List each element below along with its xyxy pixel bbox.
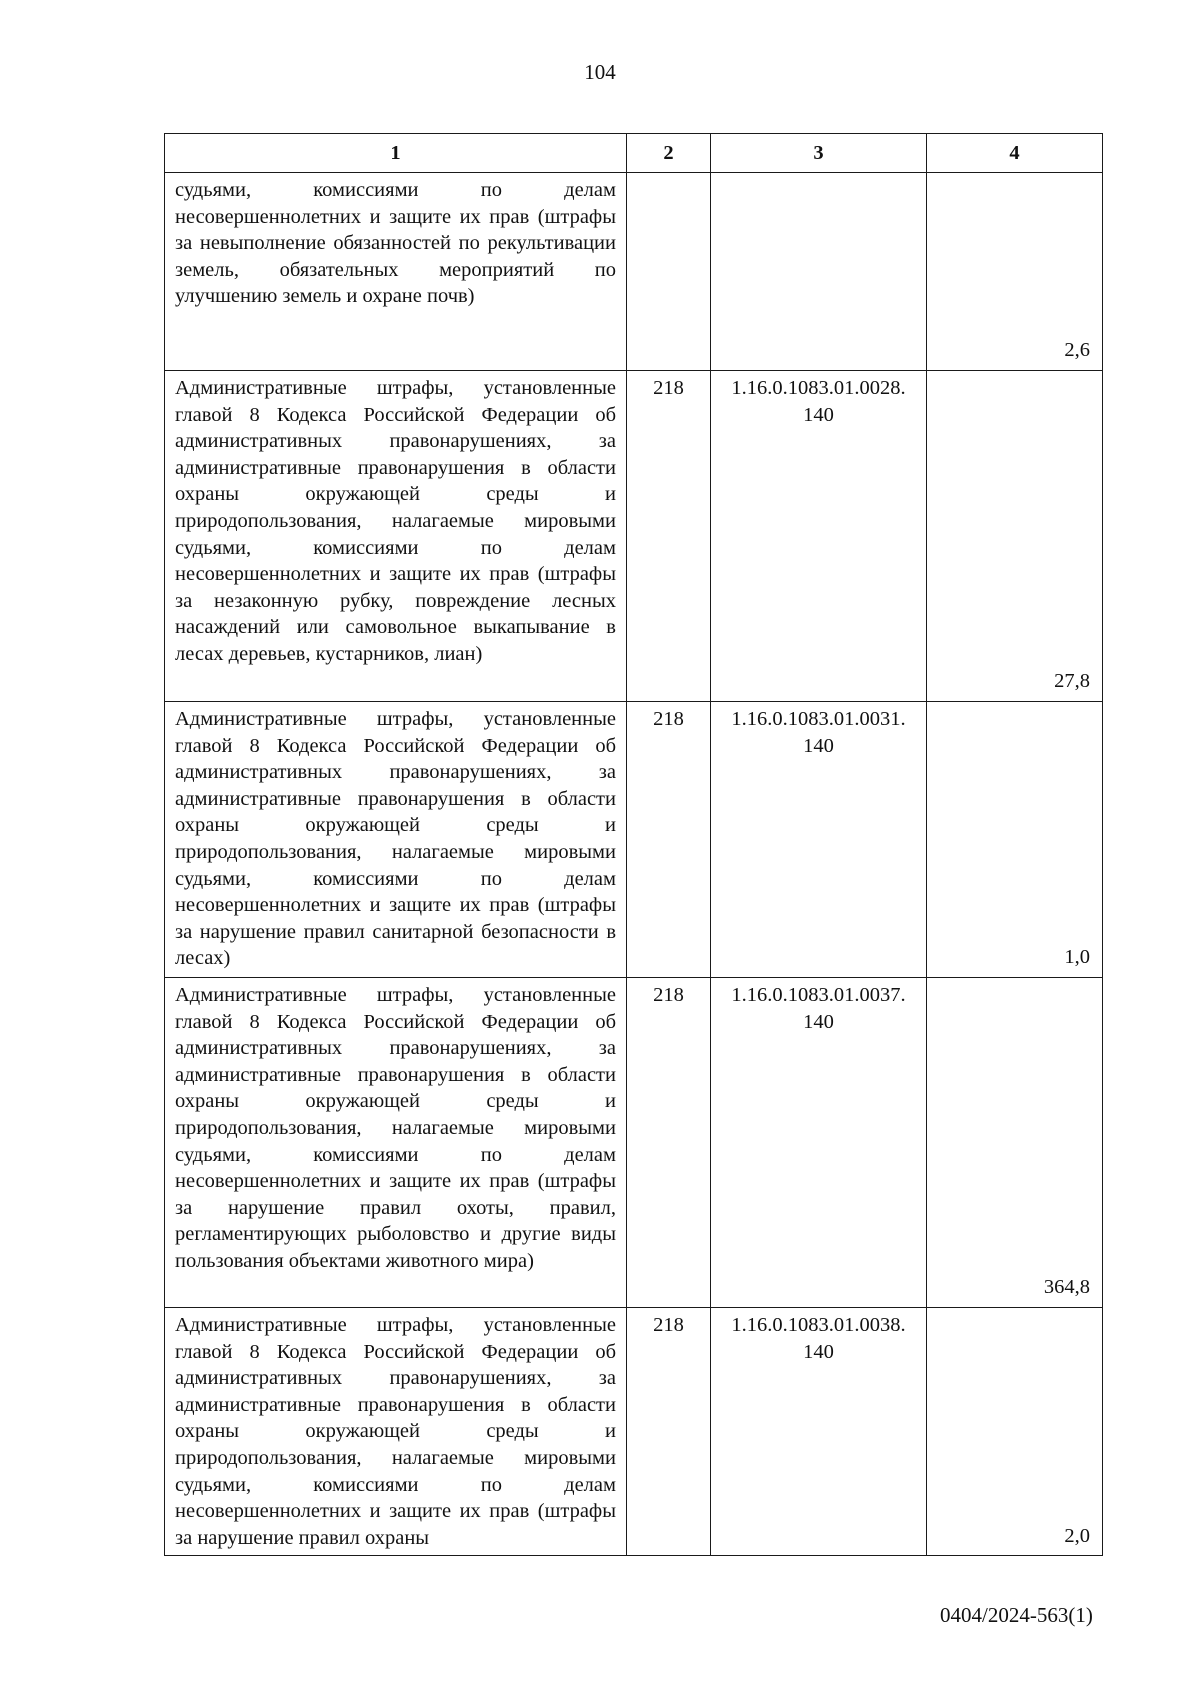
- header-col-4: 4: [927, 134, 1103, 173]
- row-budget-code: [711, 1308, 927, 1556]
- table-row: [165, 702, 1103, 978]
- table-row: [165, 371, 1103, 702]
- page-number: 104: [584, 60, 616, 84]
- row-amount: 27,8: [927, 371, 1103, 702]
- header-col-2: 2: [627, 134, 711, 173]
- row-admin-code: [627, 173, 711, 371]
- table-body: [165, 173, 1103, 1556]
- row-budget-code-suffix: 140: [803, 1340, 834, 1363]
- table-row: [165, 1308, 1103, 1556]
- row-budget-code: [711, 371, 927, 702]
- row-admin-code: 218: [627, 702, 711, 978]
- row-budget-code-main: 1.16.0.1083.01.0038.: [731, 1314, 906, 1336]
- row-amount: 364,8: [927, 978, 1103, 1308]
- header-col-1: 1: [165, 134, 627, 173]
- document-code: 0404/2024-563(1): [940, 1603, 1093, 1627]
- row-amount: 2,6: [927, 173, 1103, 371]
- row-budget-code: [711, 173, 927, 371]
- budget-table: [164, 133, 1103, 1556]
- row-description: судьями, комиссиями по делам несовершеннолетних и защите их прав (штрафы за невыполнение обязанностей по рекультивации земель, обязательных мероприятий по улучшению земель и охране почв): [165, 173, 627, 371]
- header-col-3: 3: [711, 134, 927, 173]
- table-header: [165, 134, 1103, 173]
- row-amount: 1,0: [927, 702, 1103, 978]
- row-description: Административные штрафы, установленные главой 8 Кодекса Российской Федерации об административных правонарушениях, за административные правонарушения в области охраны окружающей среды и природопользования, налагаемые мировыми судьями, комиссиями по делам несовершеннолетних и защите их прав (штрафы за нарушение правил санитарной безопасности в лесах): [165, 702, 627, 978]
- row-budget-code: [711, 702, 927, 978]
- row-admin-code: 218: [627, 371, 711, 702]
- row-description: Административные штрафы, установленные главой 8 Кодекса Российской Федерации об административных правонарушениях, за административные правонарушения в области охраны окружающей среды и природопользования, налагаемые мировыми судьями, комиссиями по делам несовершеннолетних и защите их прав (штрафы за нарушение правил охоты, правил, регламентирующих рыболовство и другие виды пользования объектами животного мира): [165, 978, 627, 1308]
- row-description: Административные штрафы, установленные главой 8 Кодекса Российской Федерации об административных правонарушениях, за административные правонарушения в области охраны окружающей среды и природопользования, налагаемые мировыми судьями, комиссиями по делам несовершеннолетних и защите их прав (штрафы за незаконную рубку, повреждение лесных насаждений или самовольное выкапывание в лесах деревьев, кустарников, лиан): [165, 371, 627, 702]
- row-admin-code: 218: [627, 1308, 711, 1556]
- row-budget-code-suffix: 140: [803, 734, 834, 757]
- row-budget-code-main: 1.16.0.1083.01.0028.: [731, 377, 906, 399]
- table-row: [165, 173, 1103, 371]
- row-admin-code: 218: [627, 978, 711, 1308]
- row-budget-code-main: 1.16.0.1083.01.0031.: [731, 708, 906, 730]
- row-budget-code-suffix: 140: [803, 403, 834, 426]
- table-row: [165, 978, 1103, 1308]
- header-row: [165, 134, 1103, 173]
- row-description: Административные штрафы, установленные главой 8 Кодекса Российской Федерации об административных правонарушениях, за административные правонарушения в области охраны окружающей среды и природопользования, налагаемые мировыми судьями, комиссиями по делам несовершеннолетних и защите их прав (штрафы за нарушение правил охраны: [165, 1308, 627, 1556]
- row-budget-code: [711, 978, 927, 1308]
- row-amount: 2,0: [927, 1308, 1103, 1556]
- row-budget-code-main: 1.16.0.1083.01.0037.: [731, 984, 906, 1006]
- row-budget-code-suffix: 140: [803, 1010, 834, 1033]
